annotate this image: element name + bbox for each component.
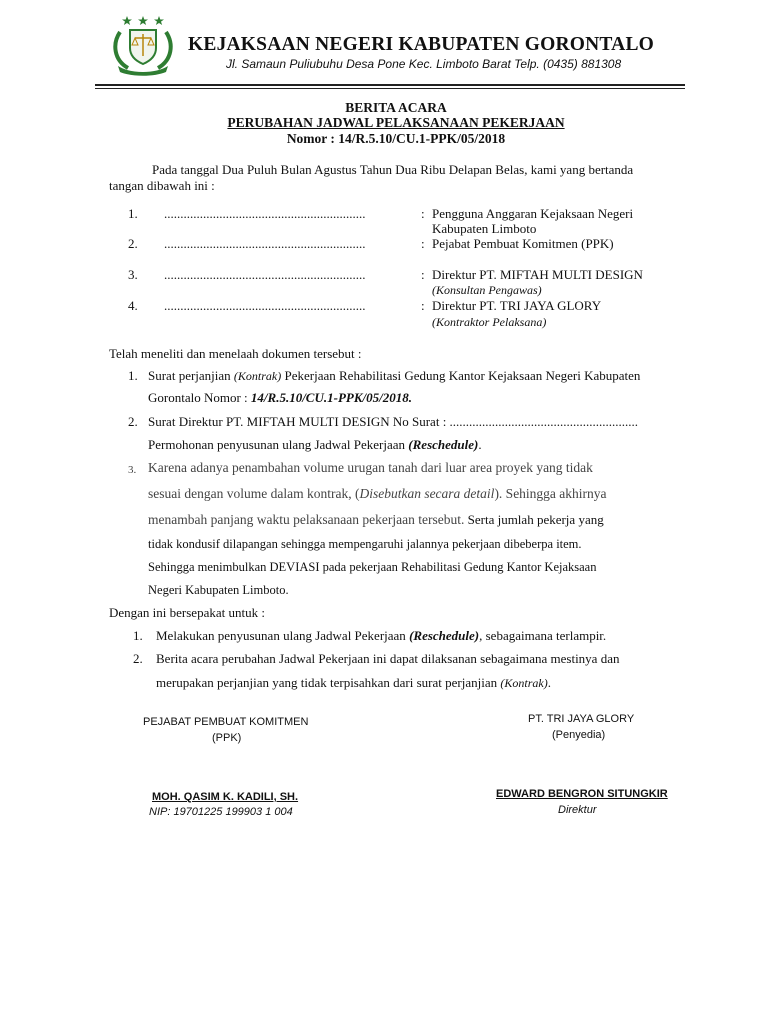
review-item-2-line-1: Surat Direktur PT. MIFTAH MULTI DESIGN No Surat : .......................................................... xyxy=(148,414,639,429)
agreement-item-number: 1. xyxy=(133,628,143,643)
signer-role: Pengguna Anggaran Kejaksaan Negeri xyxy=(432,206,634,221)
signer-name-blank: .............................................................. xyxy=(164,267,366,282)
agreement-item-2-line-1: Berita acara perubahan Jadwal Pekerjaan ini dapat dilaksanan sebagaimana mestinya dan xyxy=(156,651,620,666)
review-item-3-line-1: Karena adanya penambahan volume urugan tanah dari luar area proyek yang tidak xyxy=(148,460,593,475)
org-address: Jl. Samaun Puliubuhu Desa Pone Kec. Limboto Barat Telp. (0435) 881308 xyxy=(226,57,622,71)
review-item-1-line-1: Surat perjanjian (Kontrak) Pekerjaan Rehabilitasi Gedung Kantor Kejaksaan Negeri Kabupaten xyxy=(148,368,641,383)
signer-note: (Konsultan Pengawas) xyxy=(432,283,542,297)
signatory-position: Direktur xyxy=(558,804,597,816)
signer-name-blank: .............................................................. xyxy=(164,236,366,251)
signer-role: Direktur PT. MIFTAH MULTI DESIGN xyxy=(432,267,643,282)
signer-number: 1. xyxy=(128,206,138,221)
signer-note: (Kontraktor Pelaksana) xyxy=(432,315,547,329)
review-item-3-line-5: Sehingga menimbulkan DEVIASI pada pekerjaan Rehabilitasi Gedung Kantor Kejaksaan xyxy=(148,560,597,574)
signer-role: Direktur PT. TRI JAYA GLORY xyxy=(432,298,602,313)
signature-subtitle: (Penyedia) xyxy=(552,729,606,741)
signer-role: Pejabat Pembuat Komitmen (PPK) xyxy=(432,236,614,251)
signer-name-blank: .............................................................. xyxy=(164,206,366,221)
signatory-name: EDWARD BENGRON SITUNGKIR xyxy=(496,788,668,800)
signer-colon: : xyxy=(421,236,425,251)
signer-colon: : xyxy=(421,267,425,282)
review-item-3-line-3: menambah panjang waktu pelaksanaan pekerjaan tersebut. Serta jumlah pekerja yang xyxy=(148,512,604,527)
review-item-number: 3. xyxy=(128,464,137,476)
signer-number: 4. xyxy=(128,298,138,313)
signatory-name: MOH. QASIM K. KADILI, SH. xyxy=(152,791,299,803)
doc-title: BERITA ACARA xyxy=(345,100,447,115)
agreement-item-number: 2. xyxy=(133,651,143,666)
review-item-1-line-2: Gorontalo Nomor : 14/R.5.10/CU.1-PPK/05/2018. xyxy=(148,390,412,405)
signature-title: PT. TRI JAYA GLORY xyxy=(528,713,635,725)
review-item-3-line-6: Negeri Kabupaten Limboto. xyxy=(148,583,289,597)
signer-name-blank: .............................................................. xyxy=(164,298,366,313)
review-item-number: 2. xyxy=(128,414,138,429)
signature-title: PEJABAT PEMBUAT KOMITMEN xyxy=(143,716,309,728)
signatory-nip: NIP: 19701225 199903 1 004 xyxy=(149,806,293,818)
review-item-3-line-2: sesuai dengan volume dalam kontrak, (Disebutkan secara detail). Sehingga akhirnya xyxy=(148,486,607,501)
org-name: KEJAKSAAN NEGERI KABUPATEN GORONTALO xyxy=(188,34,655,55)
review-item-2-line-2: Permohonan penyusunan ulang Jadwal Pekerjaan (Reschedule). xyxy=(148,437,482,452)
doc-subtitle: PERUBAHAN JADWAL PELAKSANAAN PEKERJAAN xyxy=(227,115,565,130)
header-divider-thin xyxy=(95,88,685,89)
review-item-number: 1. xyxy=(128,368,138,383)
header-divider xyxy=(95,84,685,86)
doc-number: Nomor : 14/R.5.10/CU.1-PPK/05/2018 xyxy=(286,131,506,146)
signer-role-line-2: Kabupaten Limboto xyxy=(432,221,537,236)
agreement-item-1: Melakukan penyusunan ulang Jadwal Pekerjaan (Reschedule), sebagaimana terlampir. xyxy=(156,628,607,643)
intro-line-2: tangan dibawah ini : xyxy=(109,178,215,193)
kejaksaan-emblem-icon xyxy=(106,14,180,76)
signer-colon: : xyxy=(421,298,425,313)
signature-subtitle: (PPK) xyxy=(212,732,242,744)
agreement-heading: Dengan ini bersepakat untuk : xyxy=(109,605,265,620)
signer-number: 3. xyxy=(128,267,138,282)
intro-line-1: Pada tanggal Dua Puluh Bulan Agustus Tahun Dua Ribu Delapan Belas, kami yang bertanda xyxy=(152,162,634,177)
signer-number: 2. xyxy=(128,236,138,251)
review-heading: Telah meneliti dan menelaah dokumen tersebut : xyxy=(109,346,362,361)
review-item-3-line-4: tidak kondusif dilapangan sehingga mempengaruhi jalannya pekerjaan dibeberpa item. xyxy=(148,537,582,551)
agreement-item-2-line-2: merupakan perjanjian yang tidak terpisahkan dari surat perjanjian (Kontrak). xyxy=(156,675,551,690)
signer-colon: : xyxy=(421,206,425,221)
